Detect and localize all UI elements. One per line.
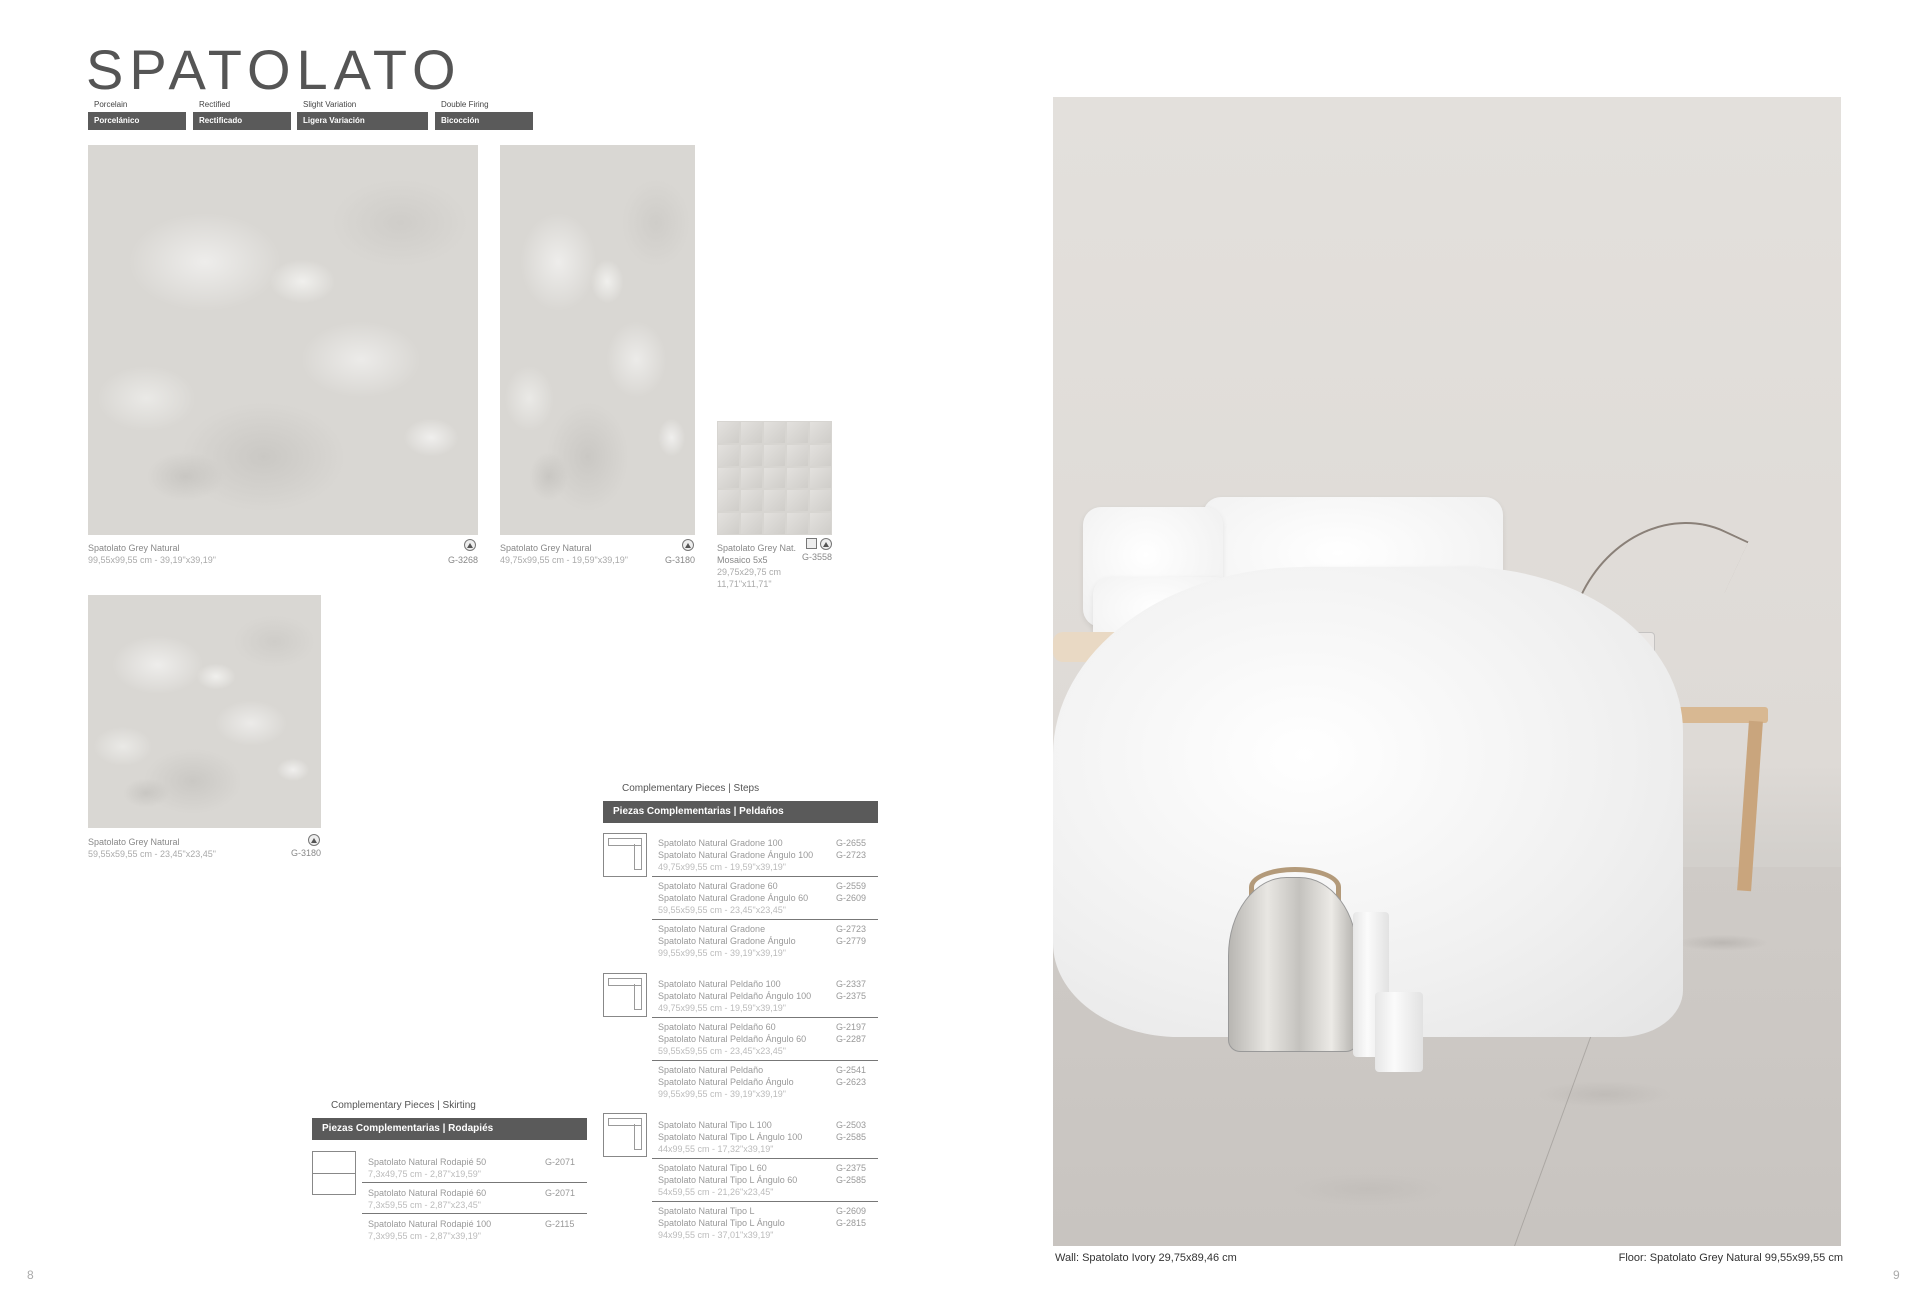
row-line1: Spatolato Natural Tipo L 60: [658, 1163, 767, 1173]
divider: [652, 1158, 878, 1159]
row-codes: [545, 1218, 581, 1230]
row-code1: G-2071: [545, 1188, 576, 1198]
divider: [362, 1182, 587, 1183]
steps-title-es: Piezas Complementarias | Peldaños: [603, 801, 878, 823]
row-line1: Spatolato Natural Peldaño 60: [658, 1022, 776, 1032]
skirting-profile-icon: [312, 1151, 356, 1195]
tile-name: Spatolato Grey Natural: [88, 543, 180, 553]
tile-size-line2: 11,71"x11,71": [717, 579, 772, 589]
row-dim: 54x59,55 cm - 21,26"x23,45": [658, 1187, 774, 1197]
tile-size: 59,55x59,55 cm - 23,45"x23,45": [88, 849, 216, 859]
glass-lantern: [1228, 877, 1358, 1052]
floor-caption: Floor: Spatolato Grey Natural 99,55x99,55 cm: [1618, 1252, 1843, 1264]
tile-name-line2: Mosaico 5x5: [717, 555, 768, 565]
row-code2: G-2609: [836, 893, 867, 903]
bedroom-photo: [1053, 97, 1841, 1246]
row-line2: Spatolato Natural Tipo L Ángulo 100: [658, 1132, 803, 1142]
row-code1: G-2559: [836, 881, 867, 891]
page-number-left: 8: [27, 1268, 34, 1282]
row-codes: [836, 880, 872, 904]
row-code2: G-2815: [836, 1218, 867, 1228]
tile-swatch-mosaic-5x5: [717, 421, 832, 535]
tile-code: G-3180: [290, 848, 321, 858]
steps-row: [658, 1064, 878, 1100]
feature-rectified: [193, 99, 291, 130]
steps-row: [658, 1021, 878, 1057]
skirting-title-es: Piezas Complementarias | Rodapiés: [312, 1118, 587, 1140]
tile-name: Spatolato Grey Nat.: [717, 543, 797, 553]
tipo-l-profile-icon: [603, 1113, 647, 1157]
row-code1: G-2337: [836, 979, 867, 989]
row-line2: Spatolato Natural Peldaño Ángulo: [658, 1077, 794, 1087]
row-code1: G-2541: [836, 1065, 867, 1075]
row-code2: G-2287: [836, 1034, 867, 1044]
row-line1: Spatolato Natural Rodapié 60: [368, 1188, 487, 1198]
rectified-icon: [308, 834, 320, 846]
row-codes: [545, 1156, 581, 1168]
steps-row: [658, 880, 878, 916]
wall-caption: Wall: Spatolato Ivory 29,75x89,46 cm: [1055, 1252, 1237, 1264]
row-dim: 99,55x99,55 cm - 39,19"x39,19": [658, 1089, 786, 1099]
feature-slight-variation: [297, 99, 428, 130]
steps-row: [658, 978, 878, 1014]
feature-double-firing: [435, 99, 533, 130]
feature-label-es: Ligera Variación: [297, 112, 428, 130]
row-codes: [836, 1205, 872, 1229]
row-line1: Spatolato Natural Peldaño: [658, 1065, 764, 1075]
row-line1: Spatolato Natural Gradone 100: [658, 838, 783, 848]
tile-swatch-grey-60x60: [88, 595, 321, 828]
tile-size: 49,75x99,55 cm - 19,59"x39,19": [500, 555, 628, 565]
divider: [652, 1201, 878, 1202]
steps-row: [658, 1205, 878, 1241]
row-dim: 44x99,55 cm - 17,32"x39,19": [658, 1144, 774, 1154]
page-title: SPATOLATO: [86, 38, 462, 101]
row-code2: G-2585: [836, 1175, 867, 1185]
steps-row: [658, 1162, 878, 1198]
row-dim: 59,55x59,55 cm - 23,45"x23,45": [658, 1046, 786, 1056]
feature-label-en: Slight Variation: [303, 100, 357, 109]
row-line2: Spatolato Natural Gradone Ángulo 100: [658, 850, 814, 860]
peldano-profile-icon: [603, 973, 647, 1017]
row-codes: [836, 923, 872, 947]
divider: [652, 919, 878, 920]
feature-label-en: Rectified: [199, 100, 231, 109]
row-line1: Spatolato Natural Tipo L 100: [658, 1120, 772, 1130]
divider: [652, 1017, 878, 1018]
row-codes: [836, 978, 872, 1002]
row-dim: 7,3x99,55 cm - 2,87"x39,19": [368, 1231, 481, 1241]
row-dim: 59,55x59,55 cm - 23,45"x23,45": [658, 905, 786, 915]
row-code1: G-2503: [836, 1120, 867, 1130]
row-dim: 7,3x59,55 cm - 2,87"x23,45": [368, 1200, 481, 1210]
rectified-icon: [682, 539, 694, 551]
candle: [1375, 992, 1423, 1072]
divider: [652, 876, 878, 877]
row-code2: G-2375: [836, 991, 867, 1001]
row-line1: Spatolato Natural Rodapié 50: [368, 1157, 487, 1167]
row-line1: Spatolato Natural Tipo L: [658, 1206, 755, 1216]
page-number-right: 9: [1893, 1268, 1900, 1282]
steps-row: [658, 837, 878, 873]
rectified-icon: [820, 538, 832, 550]
tile-caption: [88, 836, 288, 860]
row-code1: G-2723: [836, 924, 867, 934]
skirting-row: [368, 1218, 587, 1242]
tile-swatch-grey-50x100: [500, 145, 695, 535]
feature-label-en: Porcelain: [94, 100, 128, 109]
row-dim: 49,75x99,55 cm - 19,59"x39,19": [658, 862, 786, 872]
divider: [362, 1213, 587, 1214]
row-dim: 94x99,55 cm - 37,01"x39,19": [658, 1230, 774, 1240]
tile-size: 99,55x99,55 cm - 39,19"x39,19": [88, 555, 216, 565]
row-dim: 7,3x49,75 cm - 2,87"x19,59": [368, 1169, 481, 1179]
row-line1: Spatolato Natural Gradone 60: [658, 881, 778, 891]
feature-label-es: Bicocción: [435, 112, 533, 130]
row-dim: 99,55x99,55 cm - 39,19"x39,19": [658, 948, 786, 958]
row-code2: G-2585: [836, 1132, 867, 1142]
tile-name: Spatolato Grey Natural: [88, 837, 180, 847]
feature-porcelain: [88, 99, 186, 130]
rectified-icon: [464, 539, 476, 551]
tile-caption: [717, 542, 807, 590]
row-line2: Spatolato Natural Peldaño Ángulo 60: [658, 1034, 807, 1044]
tile-swatch-grey-100x100: [88, 145, 478, 535]
row-line1: Spatolato Natural Gradone: [658, 924, 766, 934]
row-codes: [836, 1162, 872, 1186]
row-codes: [545, 1187, 581, 1199]
tile-code: G-3268: [447, 555, 478, 565]
tile-caption: [88, 542, 388, 566]
row-line2: Spatolato Natural Tipo L Ángulo 60: [658, 1175, 798, 1185]
tile-name: Spatolato Grey Natural: [500, 543, 592, 553]
tile-size: 29,75x29,75 cm: [717, 567, 782, 577]
row-line2: Spatolato Natural Gradone Ángulo: [658, 936, 796, 946]
divider: [652, 1060, 878, 1061]
skirting-title-en: Complementary Pieces | Skirting: [331, 1100, 476, 1111]
row-code1: G-2655: [836, 838, 867, 848]
row-line1: Spatolato Natural Peldaño 100: [658, 979, 781, 989]
row-codes: [836, 837, 872, 861]
row-line2: Spatolato Natural Tipo L Ángulo: [658, 1218, 785, 1228]
skirting-row: [368, 1156, 587, 1180]
row-code2: G-2779: [836, 936, 867, 946]
steps-row: [658, 923, 878, 959]
row-codes: [836, 1119, 872, 1143]
row-dim: 49,75x99,55 cm - 19,59"x39,19": [658, 1003, 786, 1013]
feature-label-es: Rectificado: [193, 112, 291, 130]
row-code2: G-2623: [836, 1077, 867, 1087]
row-line2: Spatolato Natural Peldaño Ángulo 100: [658, 991, 812, 1001]
gradone-profile-icon: [603, 833, 647, 877]
skirting-row: [368, 1187, 587, 1211]
row-code1: G-2115: [545, 1219, 575, 1229]
steps-row: [658, 1119, 878, 1155]
row-line2: Spatolato Natural Gradone Ángulo 60: [658, 893, 809, 903]
row-code1: G-2197: [836, 1022, 867, 1032]
row-code1: G-2609: [836, 1206, 867, 1216]
tile-code: G-3558: [801, 552, 832, 562]
row-code1: G-2071: [545, 1157, 576, 1167]
mosaic-icon: [806, 538, 817, 549]
feature-label-es: Porcelánico: [88, 112, 186, 130]
tile-code: G-3180: [664, 555, 695, 565]
steps-title-en: Complementary Pieces | Steps: [622, 783, 760, 794]
row-codes: [836, 1064, 872, 1088]
row-code2: G-2723: [836, 850, 867, 860]
feature-label-en: Double Firing: [441, 100, 489, 109]
row-codes: [836, 1021, 872, 1045]
table-leg: [1737, 721, 1763, 892]
row-line1: Spatolato Natural Rodapié 100: [368, 1219, 492, 1229]
row-code1: G-2375: [836, 1163, 867, 1173]
